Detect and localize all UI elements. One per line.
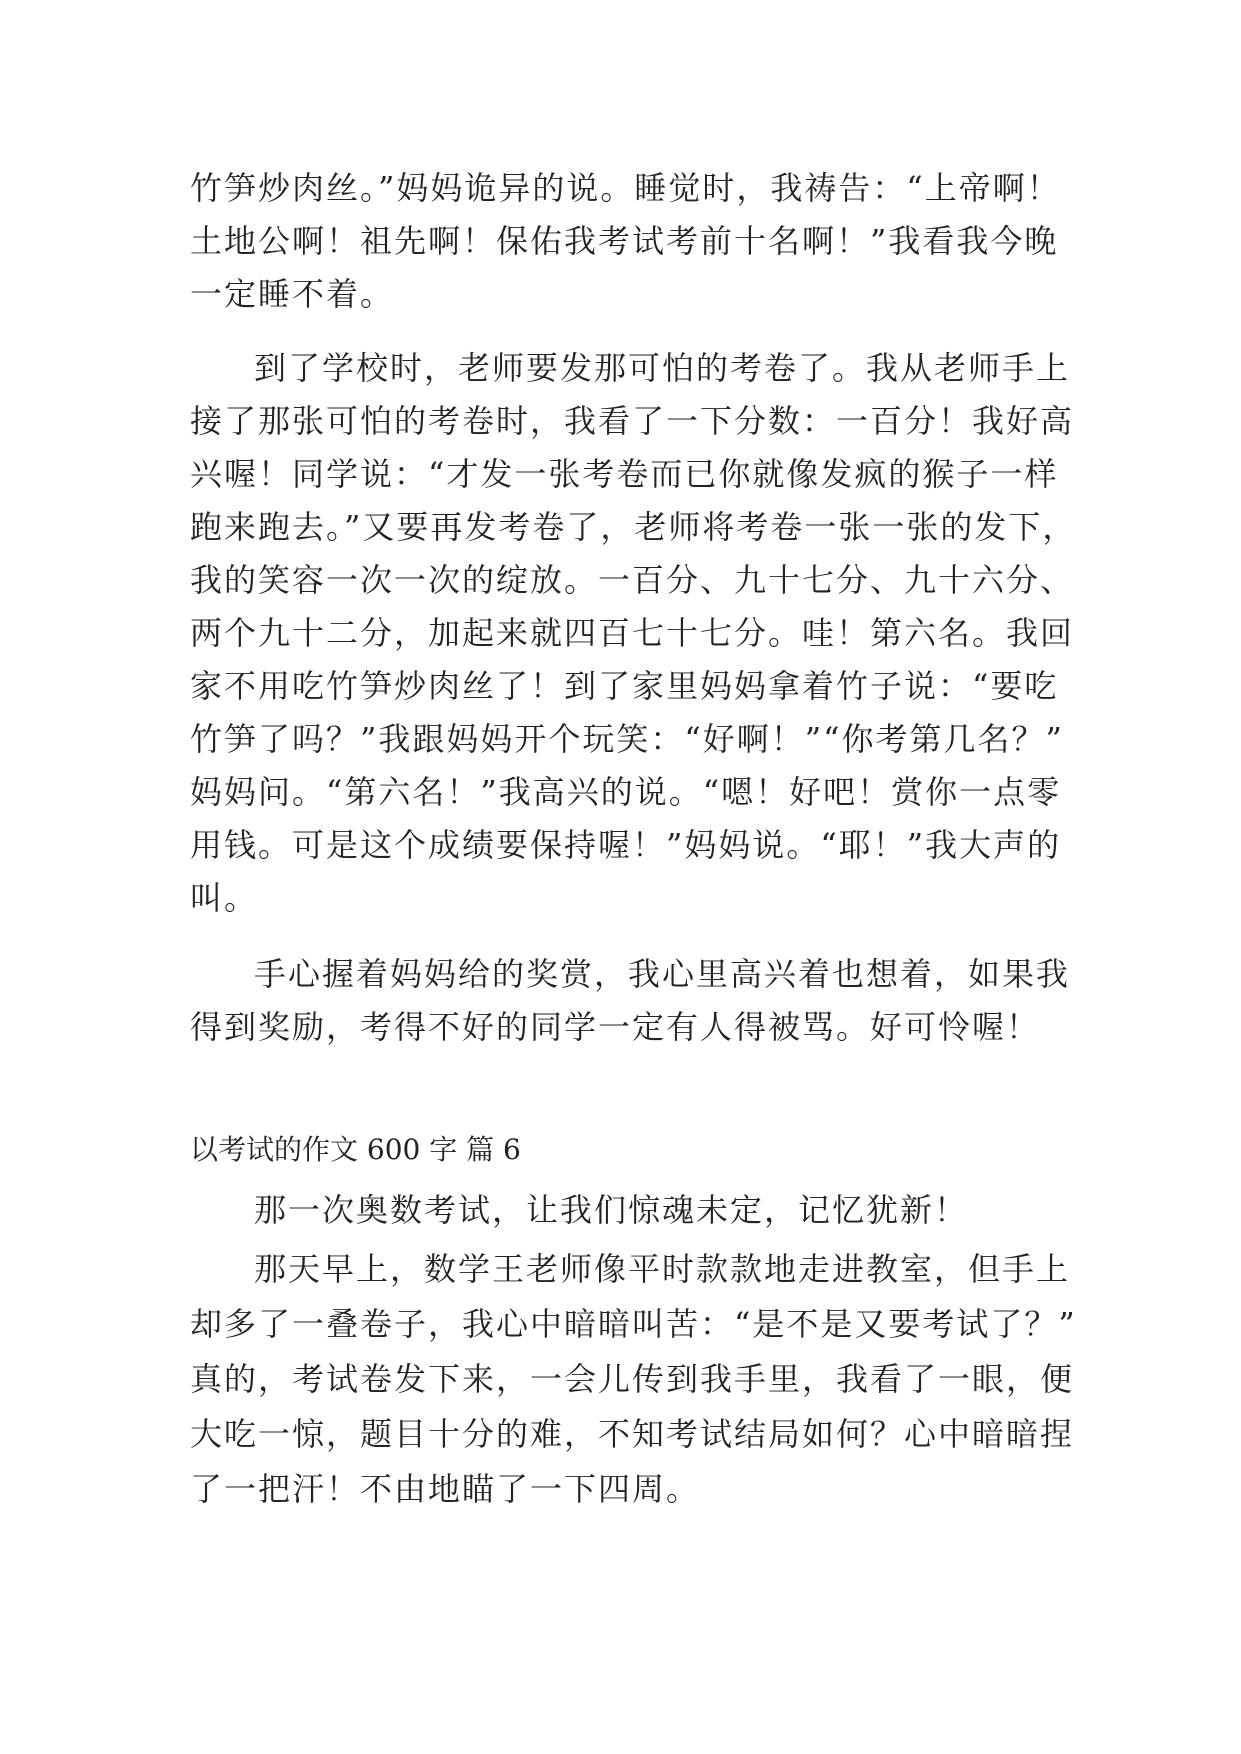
text-line: 跑来跑去。”又要再发考卷了，老师将考卷一张一张的发下， [190,508,1077,546]
text-line: 一定睡不着。 [190,275,395,313]
text-line: 叫。 [190,879,259,917]
text-line: 家不用吃竹笋炒肉丝了！到了家里妈妈拿着竹子说：“要吃 [190,667,1059,705]
text-line: 我的笑容一次一次的绽放。一百分、九十七分、九十六分、 [190,561,1075,599]
text-line: 那天早上，数学王老师像平时款款地走进教室，但手上 [254,1250,1071,1288]
text-line: 妈妈问。“第六名！”我高兴的说。“嗯！好吧！赏你一点零 [190,773,1062,811]
text-line: 土地公啊！祖先啊！保佑我考试考前十名啊！”我看我今晚 [190,222,1059,260]
text-line: 到了学校时，老师要发那可怕的考卷了。我从老师手上 [254,349,1071,387]
text-line: 手心握着妈妈给的奖赏，我心里高兴着也想着，如果我 [254,955,1071,993]
text-line: 两个九十二分，加起来就四百七十七分。哇！第六名。我回 [190,614,1075,652]
text-line: 竹笋了吗？”我跟妈妈开个玩笑：“好啊！”“你考第几名？” [190,720,1064,758]
section-heading: 以考试的作文 600 字 篇 6 [190,1133,521,1166]
text-line: 接了那张可怕的考卷时，我看了一下分数：一百分！我好高 [190,402,1075,440]
text-line: 用钱。可是这个成绩要保持喔！”妈妈说。“耶！”我大声的 [190,826,1062,864]
text-line: 兴喔！同学说：“才发一张考卷而已你就像发疯的猴子一样 [190,455,1059,493]
text-line: 了一把汗！不由地瞄了一下四周。 [190,1470,701,1508]
text-line: 那一次奥数考试，让我们惊魂未定，记忆犹新！ [254,1191,969,1229]
text-line: 得到奖励，考得不好的同学一定有人得被骂。好可怜喔！ [190,1008,1041,1046]
text-line: 却多了一叠卷子，我心中暗暗叫苦：“是不是又要考试了？” [190,1305,1077,1343]
text-line: 竹笋炒肉丝。”妈妈诡异的说。睡觉时，我祷告：“上帝啊！ [190,169,1061,207]
text-line: 真的，考试卷发下来，一会儿传到我手里，我看了一眼，便 [190,1360,1075,1398]
text-line: 大吃一惊，题目十分的难，不知考试结局如何？心中暗暗捏 [190,1415,1075,1453]
